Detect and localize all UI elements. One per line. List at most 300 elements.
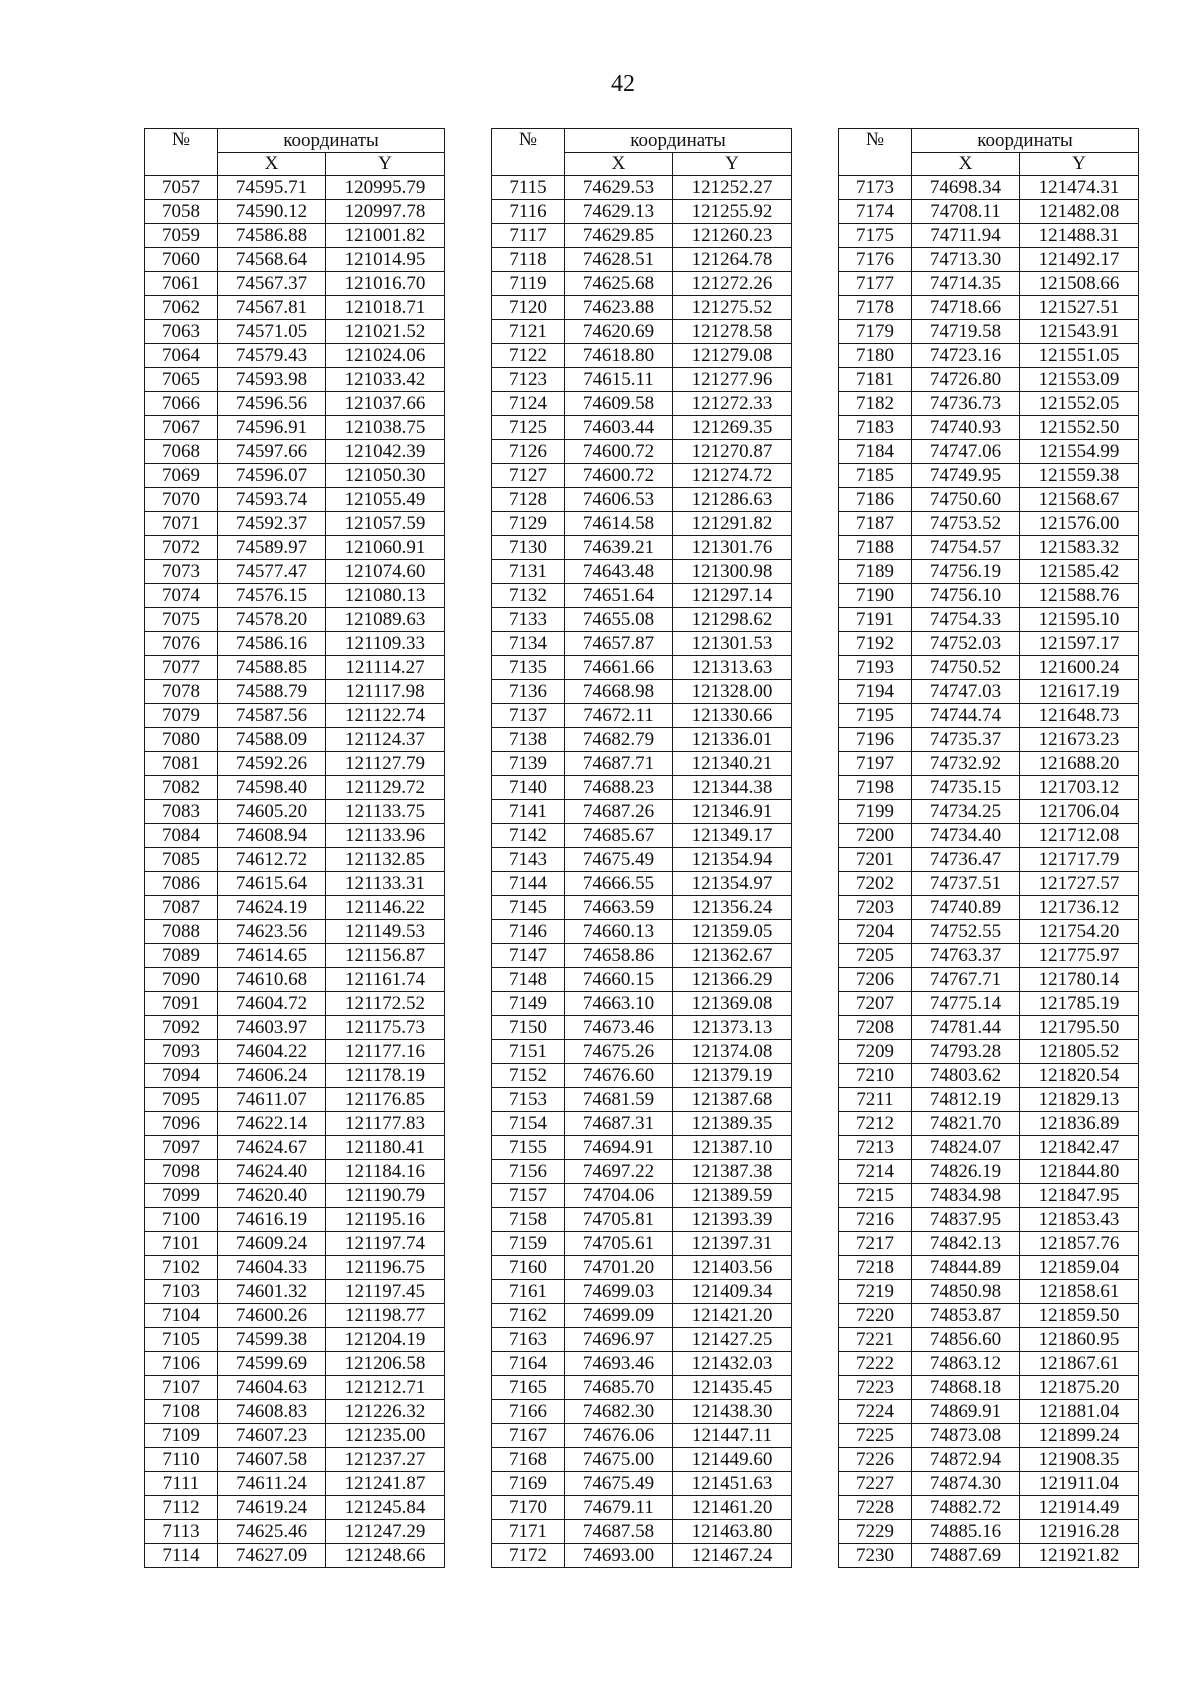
point-number-cell: 7206 xyxy=(839,968,912,992)
x-coordinate-cell: 74598.40 xyxy=(218,776,326,800)
point-number-cell: 7161 xyxy=(492,1280,565,1304)
x-coordinate-cell: 74705.81 xyxy=(565,1208,673,1232)
x-coordinate-cell: 74863.12 xyxy=(912,1352,1020,1376)
y-coordinate-cell: 121795.50 xyxy=(1020,1016,1139,1040)
x-coordinate-cell: 74834.98 xyxy=(912,1184,1020,1208)
point-number-cell: 7225 xyxy=(839,1424,912,1448)
point-number-cell: 7219 xyxy=(839,1280,912,1304)
point-number-cell: 7111 xyxy=(145,1472,218,1496)
table-row xyxy=(492,992,792,1016)
x-coordinate-cell: 74600.72 xyxy=(565,464,673,488)
y-coordinate-cell: 121860.95 xyxy=(1020,1328,1139,1352)
y-coordinate-cell: 121780.14 xyxy=(1020,968,1139,992)
y-coordinate-cell: 121785.19 xyxy=(1020,992,1139,1016)
point-number-cell: 7088 xyxy=(145,920,218,944)
table-row xyxy=(839,1472,1139,1496)
x-coordinate-cell: 74675.49 xyxy=(565,1472,673,1496)
x-coordinate-cell: 74567.37 xyxy=(218,272,326,296)
point-number-cell: 7115 xyxy=(492,176,565,200)
table-row xyxy=(145,920,445,944)
table-row xyxy=(839,1136,1139,1160)
point-number-cell: 7119 xyxy=(492,272,565,296)
x-coordinate-cell: 74687.58 xyxy=(565,1520,673,1544)
y-coordinate-cell: 121180.41 xyxy=(326,1136,445,1160)
y-coordinate-cell: 121114.27 xyxy=(326,656,445,680)
point-number-cell: 7224 xyxy=(839,1400,912,1424)
point-number-cell: 7181 xyxy=(839,368,912,392)
y-coordinate-cell: 121124.37 xyxy=(326,728,445,752)
point-number-cell: 7187 xyxy=(839,512,912,536)
table-row xyxy=(839,368,1139,392)
table-row xyxy=(839,344,1139,368)
y-coordinate-cell: 121195.16 xyxy=(326,1208,445,1232)
table-row xyxy=(492,320,792,344)
y-coordinate-cell: 121272.33 xyxy=(673,392,792,416)
y-coordinate-cell: 121706.04 xyxy=(1020,800,1139,824)
table-row xyxy=(492,848,792,872)
x-coordinate-cell: 74719.58 xyxy=(912,320,1020,344)
y-coordinate-cell: 121226.32 xyxy=(326,1400,445,1424)
point-number-cell: 7094 xyxy=(145,1064,218,1088)
table-row xyxy=(145,560,445,584)
x-coordinate-cell: 74625.46 xyxy=(218,1520,326,1544)
table-row xyxy=(492,680,792,704)
y-coordinate-cell: 121330.66 xyxy=(673,704,792,728)
table-row xyxy=(492,416,792,440)
table-row xyxy=(145,1016,445,1040)
x-coordinate-cell: 74600.72 xyxy=(565,440,673,464)
y-coordinate-cell: 121014.95 xyxy=(326,248,445,272)
y-coordinate-cell: 121595.10 xyxy=(1020,608,1139,632)
table-row xyxy=(839,728,1139,752)
point-number-cell: 7068 xyxy=(145,440,218,464)
table-row xyxy=(492,824,792,848)
table-row xyxy=(145,800,445,824)
table-row xyxy=(145,1376,445,1400)
number-header: № xyxy=(839,129,912,176)
x-coordinate-cell: 74844.89 xyxy=(912,1256,1020,1280)
y-coordinate-cell: 121775.97 xyxy=(1020,944,1139,968)
point-number-cell: 7100 xyxy=(145,1208,218,1232)
y-coordinate-cell: 121553.09 xyxy=(1020,368,1139,392)
table-row xyxy=(839,224,1139,248)
x-coordinate-cell: 74576.15 xyxy=(218,584,326,608)
point-number-cell: 7164 xyxy=(492,1352,565,1376)
x-coordinate-cell: 74750.60 xyxy=(912,488,1020,512)
table-row xyxy=(839,1544,1139,1568)
point-number-cell: 7124 xyxy=(492,392,565,416)
table-row xyxy=(839,440,1139,464)
table-row xyxy=(492,1496,792,1520)
point-number-cell: 7123 xyxy=(492,368,565,392)
point-number-cell: 7108 xyxy=(145,1400,218,1424)
y-coordinate-cell: 121805.52 xyxy=(1020,1040,1139,1064)
x-coordinate-cell: 74837.95 xyxy=(912,1208,1020,1232)
x-coordinate-cell: 74701.20 xyxy=(565,1256,673,1280)
table-row xyxy=(492,1352,792,1376)
table-row xyxy=(492,1304,792,1328)
x-header: X xyxy=(565,153,673,176)
table-row xyxy=(839,1112,1139,1136)
table-row xyxy=(492,1016,792,1040)
x-coordinate-cell: 74604.63 xyxy=(218,1376,326,1400)
point-number-cell: 7171 xyxy=(492,1520,565,1544)
x-coordinate-cell: 74687.31 xyxy=(565,1112,673,1136)
y-coordinate-cell: 121313.63 xyxy=(673,656,792,680)
point-number-cell: 7060 xyxy=(145,248,218,272)
table-row xyxy=(145,1448,445,1472)
table-row xyxy=(492,1448,792,1472)
x-coordinate-cell: 74660.13 xyxy=(565,920,673,944)
x-coordinate-cell: 74571.05 xyxy=(218,320,326,344)
point-number-cell: 7079 xyxy=(145,704,218,728)
x-coordinate-cell: 74600.26 xyxy=(218,1304,326,1328)
point-number-cell: 7177 xyxy=(839,272,912,296)
y-coordinate-cell: 121875.20 xyxy=(1020,1376,1139,1400)
y-coordinate-cell: 121673.23 xyxy=(1020,728,1139,752)
table-row xyxy=(145,1256,445,1280)
point-number-cell: 7220 xyxy=(839,1304,912,1328)
y-coordinate-cell: 121820.54 xyxy=(1020,1064,1139,1088)
x-coordinate-cell: 74596.91 xyxy=(218,416,326,440)
point-number-cell: 7106 xyxy=(145,1352,218,1376)
x-coordinate-cell: 74856.60 xyxy=(912,1328,1020,1352)
table-row xyxy=(839,1400,1139,1424)
point-number-cell: 7063 xyxy=(145,320,218,344)
x-coordinate-cell: 74675.26 xyxy=(565,1040,673,1064)
x-coordinate-cell: 74624.19 xyxy=(218,896,326,920)
point-number-cell: 7092 xyxy=(145,1016,218,1040)
point-number-cell: 7162 xyxy=(492,1304,565,1328)
x-header: X xyxy=(218,153,326,176)
table-row xyxy=(145,1112,445,1136)
point-number-cell: 7082 xyxy=(145,776,218,800)
table-row xyxy=(145,632,445,656)
x-coordinate-cell: 74687.26 xyxy=(565,800,673,824)
y-coordinate-cell: 121736.12 xyxy=(1020,896,1139,920)
x-coordinate-cell: 74588.79 xyxy=(218,680,326,704)
point-number-cell: 7113 xyxy=(145,1520,218,1544)
table-row xyxy=(492,1160,792,1184)
point-number-cell: 7133 xyxy=(492,608,565,632)
y-coordinate-cell: 121588.76 xyxy=(1020,584,1139,608)
y-coordinate-cell: 121042.39 xyxy=(326,440,445,464)
table-row xyxy=(145,584,445,608)
y-coordinate-cell: 121237.27 xyxy=(326,1448,445,1472)
x-coordinate-cell: 74651.64 xyxy=(565,584,673,608)
y-coordinate-cell: 121057.59 xyxy=(326,512,445,536)
y-coordinate-cell: 121038.75 xyxy=(326,416,445,440)
point-number-cell: 7086 xyxy=(145,872,218,896)
x-coordinate-cell: 74624.67 xyxy=(218,1136,326,1160)
table-row xyxy=(492,1472,792,1496)
table-row xyxy=(839,944,1139,968)
y-coordinate-cell: 121916.28 xyxy=(1020,1520,1139,1544)
y-coordinate-cell: 121117.98 xyxy=(326,680,445,704)
point-number-cell: 7183 xyxy=(839,416,912,440)
point-number-cell: 7061 xyxy=(145,272,218,296)
y-coordinate-cell: 121362.67 xyxy=(673,944,792,968)
point-number-cell: 7095 xyxy=(145,1088,218,1112)
y-coordinate-cell: 121703.12 xyxy=(1020,776,1139,800)
point-number-cell: 7195 xyxy=(839,704,912,728)
table-row xyxy=(839,200,1139,224)
y-coordinate-cell: 121301.53 xyxy=(673,632,792,656)
y-coordinate-cell: 121274.72 xyxy=(673,464,792,488)
point-number-cell: 7109 xyxy=(145,1424,218,1448)
x-coordinate-cell: 74616.19 xyxy=(218,1208,326,1232)
table-row xyxy=(492,1112,792,1136)
x-coordinate-cell: 74660.15 xyxy=(565,968,673,992)
y-coordinate-cell: 121080.13 xyxy=(326,584,445,608)
table-row xyxy=(839,512,1139,536)
y-coordinate-cell: 121245.84 xyxy=(326,1496,445,1520)
point-number-cell: 7159 xyxy=(492,1232,565,1256)
y-coordinate-cell: 121175.73 xyxy=(326,1016,445,1040)
x-coordinate-cell: 74675.00 xyxy=(565,1448,673,1472)
x-coordinate-cell: 74676.60 xyxy=(565,1064,673,1088)
table-row xyxy=(145,1064,445,1088)
point-number-cell: 7204 xyxy=(839,920,912,944)
x-coordinate-cell: 74753.52 xyxy=(912,512,1020,536)
table-row xyxy=(492,1328,792,1352)
y-coordinate-cell: 121461.20 xyxy=(673,1496,792,1520)
x-coordinate-cell: 74685.67 xyxy=(565,824,673,848)
point-number-cell: 7135 xyxy=(492,656,565,680)
x-coordinate-cell: 74824.07 xyxy=(912,1136,1020,1160)
coordinates-table-2 xyxy=(491,128,792,1568)
x-coordinate-cell: 74586.88 xyxy=(218,224,326,248)
x-coordinate-cell: 74750.52 xyxy=(912,656,1020,680)
table-row xyxy=(145,1496,445,1520)
point-number-cell: 7184 xyxy=(839,440,912,464)
y-coordinate-cell: 121393.39 xyxy=(673,1208,792,1232)
x-coordinate-cell: 74595.71 xyxy=(218,176,326,200)
point-number-cell: 7118 xyxy=(492,248,565,272)
y-coordinate-cell: 121177.16 xyxy=(326,1040,445,1064)
y-coordinate-cell: 121688.20 xyxy=(1020,752,1139,776)
table-row xyxy=(145,224,445,248)
point-number-cell: 7101 xyxy=(145,1232,218,1256)
table-row xyxy=(145,1184,445,1208)
x-coordinate-cell: 74593.98 xyxy=(218,368,326,392)
table-row xyxy=(492,872,792,896)
point-number-cell: 7211 xyxy=(839,1088,912,1112)
point-number-cell: 7179 xyxy=(839,320,912,344)
table-row xyxy=(145,416,445,440)
y-coordinate-cell: 121858.61 xyxy=(1020,1280,1139,1304)
x-coordinate-cell: 74596.07 xyxy=(218,464,326,488)
y-coordinate-cell: 121754.20 xyxy=(1020,920,1139,944)
point-number-cell: 7114 xyxy=(145,1544,218,1568)
y-coordinate-cell: 121829.13 xyxy=(1020,1088,1139,1112)
point-number-cell: 7227 xyxy=(839,1472,912,1496)
table-row xyxy=(839,608,1139,632)
y-coordinate-cell: 121857.76 xyxy=(1020,1232,1139,1256)
point-number-cell: 7140 xyxy=(492,776,565,800)
point-number-cell: 7143 xyxy=(492,848,565,872)
table-row xyxy=(492,1544,792,1568)
table-row xyxy=(492,224,792,248)
y-coordinate-cell: 121127.79 xyxy=(326,752,445,776)
point-number-cell: 7132 xyxy=(492,584,565,608)
table-row xyxy=(145,776,445,800)
table-row xyxy=(145,848,445,872)
table-row xyxy=(492,896,792,920)
y-coordinate-cell: 121397.31 xyxy=(673,1232,792,1256)
table-row xyxy=(145,752,445,776)
point-number-cell: 7199 xyxy=(839,800,912,824)
x-coordinate-cell: 74620.40 xyxy=(218,1184,326,1208)
point-number-cell: 7185 xyxy=(839,464,912,488)
y-coordinate-cell: 121374.08 xyxy=(673,1040,792,1064)
y-coordinate-cell: 121356.24 xyxy=(673,896,792,920)
point-number-cell: 7167 xyxy=(492,1424,565,1448)
x-coordinate-cell: 74699.09 xyxy=(565,1304,673,1328)
x-coordinate-cell: 74744.74 xyxy=(912,704,1020,728)
x-coordinate-cell: 74693.00 xyxy=(565,1544,673,1568)
x-coordinate-cell: 74887.69 xyxy=(912,1544,1020,1568)
table-row xyxy=(145,1088,445,1112)
x-coordinate-cell: 74604.72 xyxy=(218,992,326,1016)
point-number-cell: 7155 xyxy=(492,1136,565,1160)
y-coordinate-cell: 121899.24 xyxy=(1020,1424,1139,1448)
table-row xyxy=(145,392,445,416)
point-number-cell: 7089 xyxy=(145,944,218,968)
x-coordinate-cell: 74610.68 xyxy=(218,968,326,992)
point-number-cell: 7169 xyxy=(492,1472,565,1496)
point-number-cell: 7153 xyxy=(492,1088,565,1112)
point-number-cell: 7116 xyxy=(492,200,565,224)
point-number-cell: 7197 xyxy=(839,752,912,776)
y-coordinate-cell: 121409.34 xyxy=(673,1280,792,1304)
x-coordinate-cell: 74628.51 xyxy=(565,248,673,272)
table-row xyxy=(145,824,445,848)
table-row xyxy=(145,1040,445,1064)
point-number-cell: 7085 xyxy=(145,848,218,872)
y-coordinate-cell: 120995.79 xyxy=(326,176,445,200)
x-coordinate-cell: 74704.06 xyxy=(565,1184,673,1208)
point-number-cell: 7205 xyxy=(839,944,912,968)
table-row xyxy=(839,1520,1139,1544)
point-number-cell: 7218 xyxy=(839,1256,912,1280)
y-coordinate-cell: 121255.92 xyxy=(673,200,792,224)
point-number-cell: 7071 xyxy=(145,512,218,536)
point-number-cell: 7087 xyxy=(145,896,218,920)
point-number-cell: 7202 xyxy=(839,872,912,896)
x-coordinate-cell: 74874.30 xyxy=(912,1472,1020,1496)
x-coordinate-cell: 74625.68 xyxy=(565,272,673,296)
point-number-cell: 7223 xyxy=(839,1376,912,1400)
y-coordinate-cell: 121301.76 xyxy=(673,536,792,560)
point-number-cell: 7139 xyxy=(492,752,565,776)
table-row xyxy=(839,1016,1139,1040)
x-coordinate-cell: 74612.72 xyxy=(218,848,326,872)
y-coordinate-cell: 121260.23 xyxy=(673,224,792,248)
x-coordinate-cell: 74812.19 xyxy=(912,1088,1020,1112)
table-row xyxy=(492,728,792,752)
table-row xyxy=(839,1304,1139,1328)
x-coordinate-cell: 74681.59 xyxy=(565,1088,673,1112)
point-number-cell: 7182 xyxy=(839,392,912,416)
point-number-cell: 7209 xyxy=(839,1040,912,1064)
y-coordinate-cell: 121432.03 xyxy=(673,1352,792,1376)
y-coordinate-cell: 121467.24 xyxy=(673,1544,792,1568)
x-coordinate-cell: 74735.37 xyxy=(912,728,1020,752)
point-number-cell: 7230 xyxy=(839,1544,912,1568)
point-number-cell: 7196 xyxy=(839,728,912,752)
table-row xyxy=(839,1424,1139,1448)
x-coordinate-cell: 74869.91 xyxy=(912,1400,1020,1424)
point-number-cell: 7105 xyxy=(145,1328,218,1352)
y-coordinate-cell: 121451.63 xyxy=(673,1472,792,1496)
point-number-cell: 7057 xyxy=(145,176,218,200)
point-number-cell: 7156 xyxy=(492,1160,565,1184)
table-row xyxy=(145,896,445,920)
point-number-cell: 7074 xyxy=(145,584,218,608)
point-number-cell: 7075 xyxy=(145,608,218,632)
table-row xyxy=(492,944,792,968)
point-number-cell: 7059 xyxy=(145,224,218,248)
point-number-cell: 7112 xyxy=(145,1496,218,1520)
point-number-cell: 7200 xyxy=(839,824,912,848)
y-coordinate-cell: 121074.60 xyxy=(326,560,445,584)
x-coordinate-cell: 74609.58 xyxy=(565,392,673,416)
y-coordinate-cell: 121403.56 xyxy=(673,1256,792,1280)
x-coordinate-cell: 74763.37 xyxy=(912,944,1020,968)
y-coordinate-cell: 121021.52 xyxy=(326,320,445,344)
x-coordinate-cell: 74679.11 xyxy=(565,1496,673,1520)
table-row xyxy=(492,200,792,224)
y-coordinate-cell: 121727.57 xyxy=(1020,872,1139,896)
y-coordinate-cell: 121583.32 xyxy=(1020,536,1139,560)
point-number-cell: 7212 xyxy=(839,1112,912,1136)
point-number-cell: 7096 xyxy=(145,1112,218,1136)
table-row xyxy=(145,1304,445,1328)
table-row xyxy=(839,416,1139,440)
x-coordinate-cell: 74711.94 xyxy=(912,224,1020,248)
point-number-cell: 7103 xyxy=(145,1280,218,1304)
point-number-cell: 7201 xyxy=(839,848,912,872)
point-number-cell: 7069 xyxy=(145,464,218,488)
y-coordinate-cell: 121508.66 xyxy=(1020,272,1139,296)
x-coordinate-cell: 74821.70 xyxy=(912,1112,1020,1136)
point-number-cell: 7154 xyxy=(492,1112,565,1136)
point-number-cell: 7127 xyxy=(492,464,565,488)
table-row xyxy=(839,1448,1139,1472)
point-number-cell: 7160 xyxy=(492,1256,565,1280)
y-coordinate-cell: 121387.38 xyxy=(673,1160,792,1184)
table-row xyxy=(145,440,445,464)
table-row xyxy=(839,1376,1139,1400)
point-number-cell: 7172 xyxy=(492,1544,565,1568)
coordinates-header: координаты xyxy=(218,129,445,153)
table-row xyxy=(492,776,792,800)
y-coordinate-cell: 121340.21 xyxy=(673,752,792,776)
table-row xyxy=(839,248,1139,272)
x-coordinate-cell: 74676.06 xyxy=(565,1424,673,1448)
y-coordinate-cell: 121435.45 xyxy=(673,1376,792,1400)
table-row xyxy=(839,848,1139,872)
point-number-cell: 7110 xyxy=(145,1448,218,1472)
table-row xyxy=(492,272,792,296)
y-coordinate-cell: 121197.74 xyxy=(326,1232,445,1256)
table-row xyxy=(145,200,445,224)
point-number-cell: 7091 xyxy=(145,992,218,1016)
y-coordinate-cell: 121269.35 xyxy=(673,416,792,440)
point-number-cell: 7191 xyxy=(839,608,912,632)
table-row xyxy=(492,632,792,656)
